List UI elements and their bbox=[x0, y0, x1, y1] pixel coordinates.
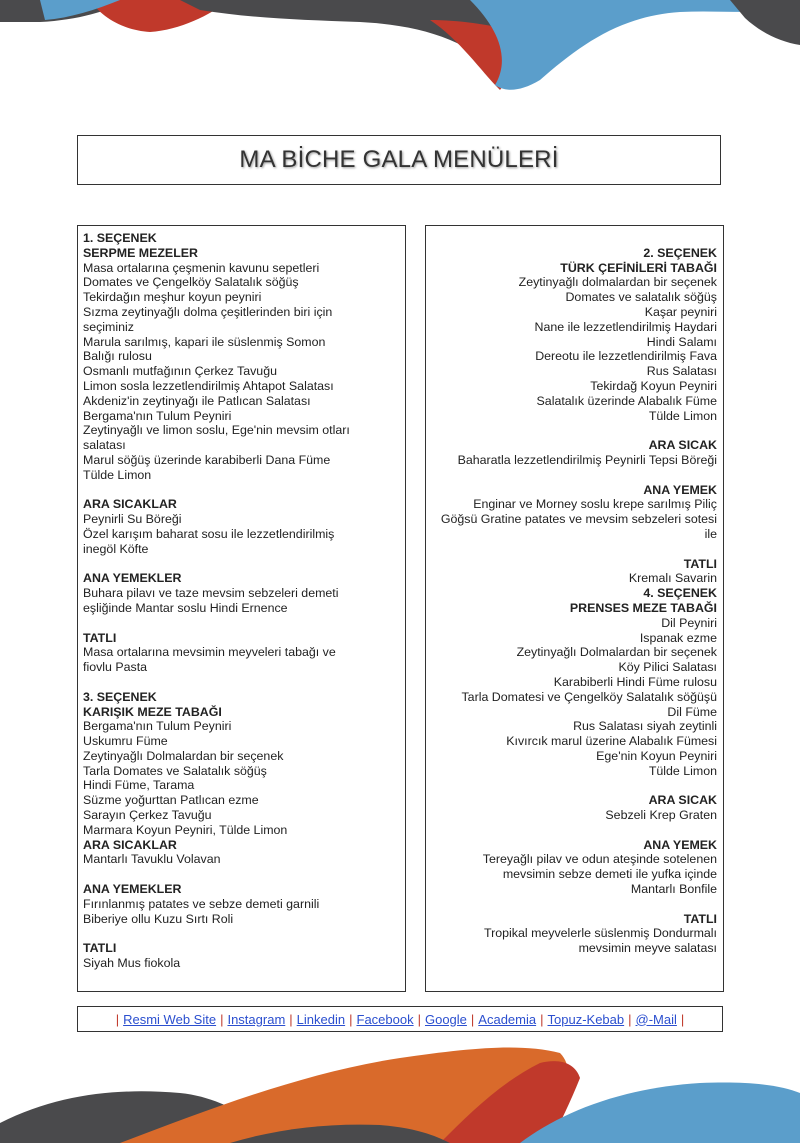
menu-heading: PRENSES MEZE TABAĞI bbox=[569, 600, 717, 615]
menu-heading: ARA SICAK bbox=[648, 793, 717, 808]
menu-item: Tarla Domates ve Salatalık söğüş bbox=[83, 763, 267, 778]
spacer bbox=[83, 557, 400, 572]
link-separator: | bbox=[417, 1011, 421, 1027]
menu-heading: TATLI bbox=[683, 556, 717, 571]
menu-heading: SERPME MEZELER bbox=[83, 245, 198, 260]
menu-item: Tülde Limon bbox=[648, 763, 717, 778]
menu-item: Marul söğüş üzerinde karabiberli Dana Füme bbox=[83, 452, 331, 467]
menu-item: Domates ve salatalık söğüş bbox=[565, 290, 717, 305]
link-facebook[interactable]: Facebook bbox=[356, 1011, 414, 1027]
menu-heading: 2. SEÇENEK bbox=[643, 245, 717, 260]
link-separator: | bbox=[628, 1011, 632, 1027]
menu-heading: KARIŞIK MEZE TABAĞI bbox=[83, 704, 222, 719]
menu-item: Zeytinyağlı Dolmalardan bir seçenek bbox=[83, 748, 284, 763]
spacer bbox=[431, 897, 717, 912]
link-email[interactable]: @-Mail bbox=[635, 1011, 677, 1027]
menu-column-right bbox=[425, 225, 724, 992]
link-separator: | bbox=[220, 1011, 224, 1027]
menu-item: Özel karışım baharat sosu ile lezzetlendirilmiş bbox=[83, 526, 335, 541]
menu-item: Kıvırcık marul üzerine Alabalık Fümesi bbox=[506, 734, 717, 749]
menu-item: Masa ortalarına çeşmenin kavunu sepetleri bbox=[83, 260, 320, 275]
link-academia[interactable]: Academia bbox=[478, 1011, 537, 1027]
link-separator: | bbox=[680, 1011, 685, 1027]
menu-item: Dil Peyniri bbox=[661, 615, 717, 630]
menu-item: Ispanak ezme bbox=[639, 630, 717, 645]
link-separator: | bbox=[470, 1011, 475, 1027]
menu-item: Buhara pilavı ve taze mevsim sebzeleri demeti bbox=[83, 586, 339, 601]
menu-item: Fırınlanmış patates ve sebze demeti garnili bbox=[83, 896, 320, 911]
menu-item: Peynirli Su Böreği bbox=[83, 512, 182, 527]
menu-item: Zeytinyağlı dolmalardan bir seçenek bbox=[518, 275, 717, 290]
menu-item: Dereotu ile lezzetlendirilmiş Fava bbox=[535, 349, 717, 364]
spacer bbox=[83, 926, 400, 941]
menu-heading: ANA YEMEKLER bbox=[83, 882, 182, 897]
menu-item: eşliğinde Mantar soslu Hindi Ernence bbox=[83, 600, 288, 615]
menu-item: Balığı rulosu bbox=[83, 349, 152, 364]
page-title: MA BİCHE GALA MENÜLERİ bbox=[239, 146, 559, 173]
link-instagram[interactable]: Instagram bbox=[227, 1011, 286, 1027]
menu-heading: TATLI bbox=[83, 941, 117, 956]
menu-heading: 1. SEÇENEK bbox=[83, 231, 157, 245]
menu-item: Dil Füme bbox=[667, 704, 717, 719]
menu-item: Rus Salatası bbox=[646, 364, 717, 379]
spacer bbox=[431, 468, 717, 483]
link-separator: | bbox=[289, 1011, 293, 1027]
menu-heading: TÜRK ÇEFİNİLERİ TABAĞI bbox=[560, 260, 717, 275]
menu-item: Tekirdağ Koyun Peyniri bbox=[590, 378, 717, 393]
menu-item: Tülde Limon bbox=[648, 408, 717, 423]
menu-item: Tülde Limon bbox=[83, 467, 152, 482]
spacer bbox=[83, 675, 400, 690]
spacer bbox=[431, 231, 717, 246]
menu-heading: TATLI bbox=[683, 911, 717, 926]
menu-heading: ARA SICAK bbox=[648, 438, 717, 453]
menu-item: Zeytinyağlı ve limon soslu, Ege'nin mevsim otları bbox=[83, 423, 350, 438]
menu-item: fiovlu Pasta bbox=[83, 660, 148, 675]
link-separator: | bbox=[115, 1011, 120, 1027]
decorative-wave-top bbox=[0, 0, 800, 110]
menu-item: Salatalık üzerinde Alabalık Füme bbox=[536, 393, 717, 408]
spacer bbox=[431, 423, 717, 438]
menu-heading: ANA YEMEK bbox=[643, 482, 717, 497]
menu-item: Marula sarılmış, kapari ile süslenmiş Somon bbox=[83, 334, 326, 349]
menu-heading: 4. SEÇENEK bbox=[643, 586, 717, 601]
menu-item: Tropikal meyvelerle süslenmiş Dondurmalı bbox=[484, 926, 717, 941]
menu-item: Enginar ve Morney soslu krepe sarılmış Piliç bbox=[473, 497, 717, 512]
menu-heading: ARA SICAKLAR bbox=[83, 837, 177, 852]
menu-heading: ANA YEMEKLER bbox=[83, 571, 182, 586]
menu-item: Sebzeli Krep Graten bbox=[605, 808, 717, 823]
footer-links-bar bbox=[77, 1006, 723, 1032]
menu-item: Osmanlı mutfağının Çerkez Tavuğu bbox=[83, 364, 277, 379]
menu-item: seçiminiz bbox=[83, 319, 134, 334]
menu-heading: 3. SEÇENEK bbox=[83, 689, 157, 704]
menu-item: salatası bbox=[83, 438, 126, 453]
menu-item: Kaşar peyniri bbox=[644, 304, 717, 319]
title-box bbox=[77, 135, 721, 185]
link-linkedin[interactable]: Linkedin bbox=[296, 1011, 346, 1027]
menu-item: Uskumru Füme bbox=[83, 734, 168, 749]
menu-item: Nane ile lezzetlendirilmiş Haydari bbox=[534, 319, 717, 334]
spacer bbox=[83, 616, 400, 631]
menu-item: Sızma zeytinyağlı dolma çeşitlerinden biri için bbox=[83, 304, 333, 319]
menu-item: Zeytinyağlı Dolmalardan bir seçenek bbox=[516, 645, 717, 660]
menu-item: Akdeniz'in zeytinyağı ile Patlıcan Salatası bbox=[83, 393, 311, 408]
spacer bbox=[83, 483, 400, 498]
link-official-site[interactable]: Resmi Web Site bbox=[123, 1011, 217, 1027]
menu-item: Masa ortalarına mevsimin meyveleri tabağı ve bbox=[83, 645, 336, 660]
menu-item: ile bbox=[704, 526, 717, 541]
link-separator: | bbox=[540, 1011, 544, 1027]
spacer bbox=[431, 823, 717, 838]
menu-item: Limon sosla lezzetlendirilmiş Ahtapot Salatası bbox=[83, 378, 334, 393]
menu-item: Tarla Domatesi ve Çengelköy Salatalık söğüşü bbox=[461, 689, 717, 704]
menu-item: Ege'nin Koyun Peyniri bbox=[596, 748, 717, 763]
menu-item: Köy Pilici Salatası bbox=[618, 660, 717, 675]
spacer bbox=[83, 867, 400, 882]
menu-item: mevsimin sebze demeti ile yufka içinde bbox=[502, 867, 717, 882]
menu-item: Rus Salatası siyah zeytinli bbox=[573, 719, 717, 734]
menu-item: Kremalı Savarin bbox=[628, 571, 717, 586]
menu-heading: ARA SICAKLAR bbox=[83, 497, 177, 512]
link-separator: | bbox=[349, 1011, 353, 1027]
menu-item: inegöl Köfte bbox=[83, 541, 149, 556]
menu-item: Mantarlı Bonfile bbox=[630, 882, 717, 897]
menu-item: Bergama'nın Tulum Peyniri bbox=[83, 719, 232, 734]
menu-item: Biberiye ollu Kuzu Sırtı Roli bbox=[83, 911, 234, 926]
menu-item: Tereyağlı pilav ve odun ateşinde sotelenen bbox=[482, 852, 717, 867]
menu-item: Domates ve Çengelköy Salatalık söğüş bbox=[83, 275, 299, 290]
decorative-wave-bottom bbox=[0, 1033, 800, 1143]
menu-item: mevsimin meyve salatası bbox=[578, 941, 717, 956]
spacer bbox=[431, 778, 717, 793]
menu-item: Baharatla lezzetlendirilmiş Peynirli Tepsi Böreği bbox=[457, 452, 717, 467]
menu-item: Hindi Salamı bbox=[646, 334, 717, 349]
menu-item: Sarayın Çerkez Tavuğu bbox=[83, 808, 212, 823]
link-google[interactable]: Google bbox=[424, 1011, 467, 1027]
menu-column-left bbox=[77, 225, 406, 992]
menu-item: Bergama'nın Tulum Peyniri bbox=[83, 408, 232, 423]
menu-item: Tekirdağın meşhur koyun peyniri bbox=[83, 290, 262, 305]
menu-heading: TATLI bbox=[83, 630, 117, 645]
menu-item: Göğsü Gratine patates ve mevsim sebzeleri sotesi bbox=[440, 512, 717, 527]
menu-item: Mantarlı Tavuklu Volavan bbox=[83, 852, 221, 867]
menu-heading: ANA YEMEK bbox=[643, 837, 717, 852]
menu-item: Hindi Füme, Tarama bbox=[83, 778, 195, 793]
link-topuz-kebab[interactable]: Topuz-Kebab bbox=[547, 1011, 625, 1027]
menu-item: Karabiberli Hindi Füme rulosu bbox=[553, 674, 717, 689]
menu-item: Siyah Mus fiokola bbox=[83, 956, 181, 971]
menu-item: Marmara Koyun Peyniri, Tülde Limon bbox=[83, 822, 288, 837]
spacer bbox=[431, 542, 717, 557]
menu-item: Süzme yoğurttan Patlıcan ezme bbox=[83, 793, 259, 808]
